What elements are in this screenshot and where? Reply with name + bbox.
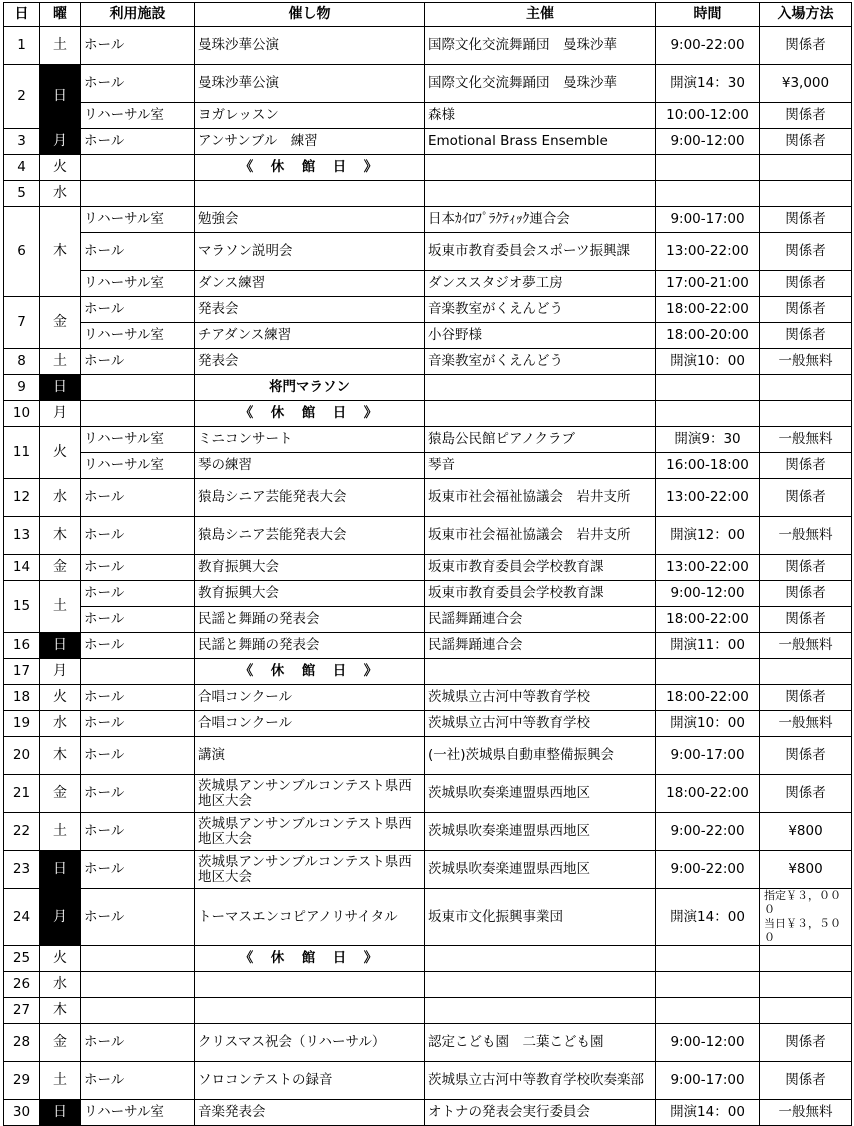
facility-cell: リハーサル室 [81, 323, 195, 349]
dow-cell: 木 [40, 517, 81, 555]
day-cell: 28 [4, 1024, 40, 1062]
event-cell: チアダンス練習 [195, 323, 425, 349]
dow-cell: 月 [40, 889, 81, 946]
event-row [4, 349, 852, 375]
day-cell: 12 [4, 479, 40, 517]
event-cell: 勉強会 [195, 207, 425, 233]
header-time: 時間 [656, 3, 760, 27]
admission-cell: 関係者 [760, 737, 852, 775]
day-cell: 8 [4, 349, 40, 375]
dow-cell: 金 [40, 297, 81, 349]
event-row [4, 711, 852, 737]
admission-cell: 関係者 [760, 453, 852, 479]
facility-cell: リハーサル室 [81, 1100, 195, 1126]
organizer-cell: 坂東市教育委員会スポーツ振興課 [425, 233, 656, 271]
organizer-cell: オトナの発表会実行委員会 [425, 1100, 656, 1126]
time-cell: 開演10：00 [656, 711, 760, 737]
event-row [4, 27, 852, 65]
event-row [4, 207, 852, 233]
organizer-cell: 茨城県吹奏楽連盟県西地区 [425, 775, 656, 813]
event-row [4, 889, 852, 946]
admission-cell [760, 181, 852, 207]
organizer-cell: 民謡舞踊連合会 [425, 633, 656, 659]
empty-row [4, 972, 852, 998]
admission-cell: 関係者 [760, 607, 852, 633]
dow-cell: 水 [40, 972, 81, 998]
time-cell: 13:00-22:00 [656, 233, 760, 271]
event-cell: 茨城県アンサンブルコンテスト県西地区大会 [195, 851, 425, 889]
admission-cell: 関係者 [760, 323, 852, 349]
event-row [4, 427, 852, 453]
organizer-cell: 茨城県立古河中等教育学校 [425, 685, 656, 711]
facility-cell: ホール [81, 1024, 195, 1062]
facility-cell: リハーサル室 [81, 427, 195, 453]
organizer-cell [425, 155, 656, 181]
day-cell: 29 [4, 1062, 40, 1100]
time-cell: 9:00-12:00 [656, 581, 760, 607]
organizer-cell: 茨城県吹奏楽連盟県西地区 [425, 813, 656, 851]
event-cell: 琴の練習 [195, 453, 425, 479]
dow-cell: 日 [40, 375, 81, 401]
day-cell: 11 [4, 427, 40, 479]
organizer-cell [425, 659, 656, 685]
day-cell: 7 [4, 297, 40, 349]
dow-cell: 金 [40, 555, 81, 581]
event-cell [195, 181, 425, 207]
day-cell: 27 [4, 998, 40, 1024]
time-cell: 開演12：00 [656, 517, 760, 555]
time-cell: 開演11：00 [656, 633, 760, 659]
facility-cell [81, 155, 195, 181]
dow-cell: 日 [40, 851, 81, 889]
facility-cell: ホール [81, 297, 195, 323]
admission-cell: 一般無料 [760, 517, 852, 555]
header-day: 日 [4, 3, 40, 27]
dow-cell: 土 [40, 813, 81, 851]
day-cell: 26 [4, 972, 40, 998]
event-cell: 猿島シニア芸能発表大会 [195, 479, 425, 517]
time-cell: 9:00-17:00 [656, 1062, 760, 1100]
time-cell: 9:00-22:00 [656, 813, 760, 851]
admission-cell [760, 998, 852, 1024]
time-cell: 9:00-22:00 [656, 27, 760, 65]
admission-line-2: 当日￥３，５００ [764, 917, 841, 944]
time-cell: 17:00-21:00 [656, 271, 760, 297]
organizer-cell: 坂東市文化振興事業団 [425, 889, 656, 946]
schedule-body [4, 27, 852, 1126]
event-row [4, 555, 852, 581]
admission-cell: 関係者 [760, 271, 852, 297]
admission-cell: 関係者 [760, 207, 852, 233]
facility-cell: ホール [81, 555, 195, 581]
time-cell [656, 401, 760, 427]
event-row [4, 103, 852, 129]
time-cell [656, 998, 760, 1024]
time-cell: 13:00-22:00 [656, 479, 760, 517]
time-cell: 9:00-12:00 [656, 129, 760, 155]
dow-cell: 土 [40, 27, 81, 65]
organizer-cell [425, 401, 656, 427]
organizer-cell: 小谷野様 [425, 323, 656, 349]
event-row [4, 233, 852, 271]
admission-cell: 一般無料 [760, 349, 852, 375]
facility-cell: リハーサル室 [81, 207, 195, 233]
facility-cell: ホール [81, 685, 195, 711]
time-cell: 開演10：00 [656, 349, 760, 375]
dow-cell: 火 [40, 155, 81, 181]
dow-cell: 火 [40, 427, 81, 479]
event-row [4, 1062, 852, 1100]
closed-label: 《 休 館 日 》 [195, 946, 425, 972]
event-row [4, 775, 852, 813]
closed-row [4, 155, 852, 181]
event-cell: 曼珠沙華公演 [195, 27, 425, 65]
day-cell: 23 [4, 851, 40, 889]
facility-cell [81, 946, 195, 972]
facility-cell: リハーサル室 [81, 271, 195, 297]
dow-cell: 土 [40, 581, 81, 633]
event-row [4, 581, 852, 607]
day-cell: 19 [4, 711, 40, 737]
organizer-cell [425, 972, 656, 998]
facility-cell [81, 375, 195, 401]
day-cell: 3 [4, 129, 40, 155]
admission-cell [760, 375, 852, 401]
event-cell: ダンス練習 [195, 271, 425, 297]
header-organizer: 主催 [425, 3, 656, 27]
event-cell: 曼珠沙華公演 [195, 65, 425, 103]
event-row [4, 1100, 852, 1126]
facility-cell: ホール [81, 65, 195, 103]
header-event: 催し物 [195, 3, 425, 27]
admission-cell: 一般無料 [760, 427, 852, 453]
admission-cell: ¥800 [760, 851, 852, 889]
time-cell: 13:00-22:00 [656, 555, 760, 581]
facility-cell: ホール [81, 711, 195, 737]
dow-cell: 木 [40, 207, 81, 297]
facility-cell: ホール [81, 889, 195, 946]
facility-cell: ホール [81, 479, 195, 517]
event-row [4, 737, 852, 775]
facility-cell: ホール [81, 607, 195, 633]
organizer-cell: 日本ｶｲﾛﾌﾟﾗｸﾃｨｯｸ連合会 [425, 207, 656, 233]
schedule-table-wrapper [3, 2, 852, 1126]
dow-cell: 月 [40, 129, 81, 155]
event-row [4, 65, 852, 103]
facility-cell [81, 181, 195, 207]
time-cell [656, 659, 760, 685]
day-cell: 13 [4, 517, 40, 555]
facility-cell: ホール [81, 517, 195, 555]
event-cell: 民謡と舞踊の発表会 [195, 607, 425, 633]
admission-cell [760, 946, 852, 972]
admission-line-1: 指定￥３，０００ [764, 889, 841, 916]
day-cell: 18 [4, 685, 40, 711]
facility-cell: ホール [81, 775, 195, 813]
dow-cell: 月 [40, 401, 81, 427]
closed-row [4, 401, 852, 427]
facility-cell: ホール [81, 851, 195, 889]
time-cell: 開演14：00 [656, 1100, 760, 1126]
day-cell: 15 [4, 581, 40, 633]
organizer-cell: 坂東市教育委員会学校教育課 [425, 581, 656, 607]
empty-row [4, 998, 852, 1024]
time-cell: 18:00-22:00 [656, 685, 760, 711]
day-cell: 1 [4, 27, 40, 65]
day-cell: 14 [4, 555, 40, 581]
event-row [4, 851, 852, 889]
facility-cell [81, 998, 195, 1024]
event-cell [195, 972, 425, 998]
facility-cell [81, 659, 195, 685]
closed-label: 《 休 館 日 》 [195, 659, 425, 685]
schedule-table [3, 2, 852, 1126]
event-row [4, 479, 852, 517]
event-cell: 教育振興大会 [195, 555, 425, 581]
time-cell: 9:00-17:00 [656, 737, 760, 775]
time-cell: 9:00-17:00 [656, 207, 760, 233]
facility-cell: ホール [81, 1062, 195, 1100]
event-cell: ミニコンサート [195, 427, 425, 453]
time-cell: 10:00-12:00 [656, 103, 760, 129]
event-cell: 発表会 [195, 349, 425, 375]
facility-cell: ホール [81, 349, 195, 375]
event-cell: 茨城県アンサンブルコンテスト県西地区大会 [195, 813, 425, 851]
organizer-cell: 国際文化交流舞踊団 曼珠沙華 [425, 27, 656, 65]
admission-cell [760, 401, 852, 427]
event-cell: アンサンブル 練習 [195, 129, 425, 155]
facility-cell: ホール [81, 633, 195, 659]
facility-cell: リハーサル室 [81, 103, 195, 129]
organizer-cell: 音楽教室がくえんどう [425, 297, 656, 323]
header-row [4, 3, 852, 27]
organizer-cell: Emotional Brass Ensemble [425, 129, 656, 155]
admission-cell: 関係者 [760, 555, 852, 581]
day-cell: 20 [4, 737, 40, 775]
organizer-cell: 坂東市社会福祉協議会 岩井支所 [425, 517, 656, 555]
organizer-cell: 民謡舞踊連合会 [425, 607, 656, 633]
event-cell: 茨城県アンサンブルコンテスト県西地区大会 [195, 775, 425, 813]
organizer-cell: 猿島公民館ピアノクラブ [425, 427, 656, 453]
organizer-cell: 認定こども園 二葉こども園 [425, 1024, 656, 1062]
event-cell: トーマスエンコピアノリサイタル [195, 889, 425, 946]
admission-cell: 関係者 [760, 581, 852, 607]
event-cell [195, 998, 425, 1024]
admission-cell [760, 972, 852, 998]
dow-cell: 金 [40, 1024, 81, 1062]
admission-cell [760, 659, 852, 685]
organizer-cell: 琴音 [425, 453, 656, 479]
empty-row [4, 181, 852, 207]
day-cell: 2 [4, 65, 40, 129]
event-row [4, 271, 852, 297]
admission-cell: 関係者 [760, 479, 852, 517]
time-cell [656, 181, 760, 207]
event-row [4, 1024, 852, 1062]
time-cell: 18:00-22:00 [656, 775, 760, 813]
organizer-cell: 坂東市教育委員会学校教育課 [425, 555, 656, 581]
organizer-cell: 森様 [425, 103, 656, 129]
event-cell: 合唱コンクール [195, 711, 425, 737]
event-cell: 音楽発表会 [195, 1100, 425, 1126]
admission-cell: 関係者 [760, 1062, 852, 1100]
event-row [4, 633, 852, 659]
day-cell: 5 [4, 181, 40, 207]
admission-cell: 関係者 [760, 27, 852, 65]
time-cell [656, 155, 760, 181]
organizer-cell [425, 998, 656, 1024]
dow-cell: 金 [40, 775, 81, 813]
organizer-cell: 音楽教室がくえんどう [425, 349, 656, 375]
dow-cell: 土 [40, 1062, 81, 1100]
header-dow: 曜 [40, 3, 81, 27]
event-row [4, 685, 852, 711]
organizer-cell: 茨城県立古河中等教育学校吹奏楽部 [425, 1062, 656, 1100]
event-cell: 民謡と舞踊の発表会 [195, 633, 425, 659]
dow-cell: 日 [40, 633, 81, 659]
facility-cell: リハーサル室 [81, 453, 195, 479]
day-cell: 6 [4, 207, 40, 297]
event-cell: ヨガレッスン [195, 103, 425, 129]
event-cell: 教育振興大会 [195, 581, 425, 607]
dow-cell: 水 [40, 181, 81, 207]
event-cell: 合唱コンクール [195, 685, 425, 711]
facility-cell: ホール [81, 737, 195, 775]
facility-cell: ホール [81, 581, 195, 607]
organizer-cell [425, 181, 656, 207]
organizer-cell: (一社)茨城県自動車整備振興会 [425, 737, 656, 775]
event-row [4, 607, 852, 633]
day-cell: 16 [4, 633, 40, 659]
day-cell: 17 [4, 659, 40, 685]
dow-cell: 火 [40, 685, 81, 711]
closed-label: 《 休 館 日 》 [195, 401, 425, 427]
organizer-cell: 茨城県立古河中等教育学校 [425, 711, 656, 737]
admission-cell [760, 889, 852, 946]
admission-cell: 関係者 [760, 685, 852, 711]
admission-cell [760, 155, 852, 181]
admission-cell: 関係者 [760, 233, 852, 271]
admission-cell: ¥800 [760, 813, 852, 851]
organizer-cell [425, 946, 656, 972]
time-cell: 開演9：30 [656, 427, 760, 453]
time-cell [656, 972, 760, 998]
event-row [4, 129, 852, 155]
event-cell: 講演 [195, 737, 425, 775]
event-row [4, 813, 852, 851]
closed-label: 《 休 館 日 》 [195, 155, 425, 181]
dow-cell: 水 [40, 479, 81, 517]
organizer-cell: 国際文化交流舞踊団 曼珠沙華 [425, 65, 656, 103]
time-cell: 開演14：00 [656, 889, 760, 946]
admission-cell: ¥3,000 [760, 65, 852, 103]
admission-cell: 一般無料 [760, 633, 852, 659]
day-cell: 10 [4, 401, 40, 427]
dow-cell: 木 [40, 737, 81, 775]
event-cell: マラソン説明会 [195, 233, 425, 271]
day-cell: 4 [4, 155, 40, 181]
organizer-cell: ダンススタジオ夢工房 [425, 271, 656, 297]
event-cell: 発表会 [195, 297, 425, 323]
facility-cell: ホール [81, 129, 195, 155]
admission-cell: 関係者 [760, 775, 852, 813]
event-cell: 猿島シニア芸能発表大会 [195, 517, 425, 555]
day-cell: 25 [4, 946, 40, 972]
admission-cell: 関係者 [760, 1024, 852, 1062]
admission-cell: 一般無料 [760, 711, 852, 737]
dow-cell: 日 [40, 1100, 81, 1126]
facility-cell: ホール [81, 233, 195, 271]
time-cell: 9:00-12:00 [656, 1024, 760, 1062]
dow-cell: 水 [40, 711, 81, 737]
special-row [4, 375, 852, 401]
day-cell: 22 [4, 813, 40, 851]
time-cell: 開演14：30 [656, 65, 760, 103]
time-cell [656, 946, 760, 972]
organizer-cell: 坂東市社会福祉協議会 岩井支所 [425, 479, 656, 517]
event-row [4, 517, 852, 555]
closed-row [4, 946, 852, 972]
event-row [4, 453, 852, 479]
special-event: 将門マラソン [195, 375, 425, 401]
header-admission: 入場方法 [760, 3, 852, 27]
facility-cell: ホール [81, 27, 195, 65]
facility-cell: ホール [81, 813, 195, 851]
time-cell [656, 375, 760, 401]
event-cell: ソロコンテストの録音 [195, 1062, 425, 1100]
dow-cell: 木 [40, 998, 81, 1024]
facility-cell [81, 972, 195, 998]
event-row [4, 297, 852, 323]
closed-row [4, 659, 852, 685]
day-cell: 21 [4, 775, 40, 813]
dow-cell: 火 [40, 946, 81, 972]
time-cell: 16:00-18:00 [656, 453, 760, 479]
header-facility: 利用施設 [81, 3, 195, 27]
organizer-cell: 茨城県吹奏楽連盟県西地区 [425, 851, 656, 889]
admission-cell: 一般無料 [760, 1100, 852, 1126]
time-cell: 18:00-20:00 [656, 323, 760, 349]
time-cell: 9:00-22:00 [656, 851, 760, 889]
admission-cell: 関係者 [760, 297, 852, 323]
organizer-cell [425, 375, 656, 401]
dow-cell: 月 [40, 659, 81, 685]
day-cell: 30 [4, 1100, 40, 1126]
admission-cell: 関係者 [760, 103, 852, 129]
event-row [4, 323, 852, 349]
time-cell: 18:00-22:00 [656, 297, 760, 323]
event-cell: クリスマス祝会（リハーサル） [195, 1024, 425, 1062]
time-cell: 18:00-22:00 [656, 607, 760, 633]
dow-cell: 土 [40, 349, 81, 375]
day-cell: 24 [4, 889, 40, 946]
dow-cell: 日 [40, 65, 81, 129]
admission-cell: 関係者 [760, 129, 852, 155]
day-cell: 9 [4, 375, 40, 401]
facility-cell [81, 401, 195, 427]
